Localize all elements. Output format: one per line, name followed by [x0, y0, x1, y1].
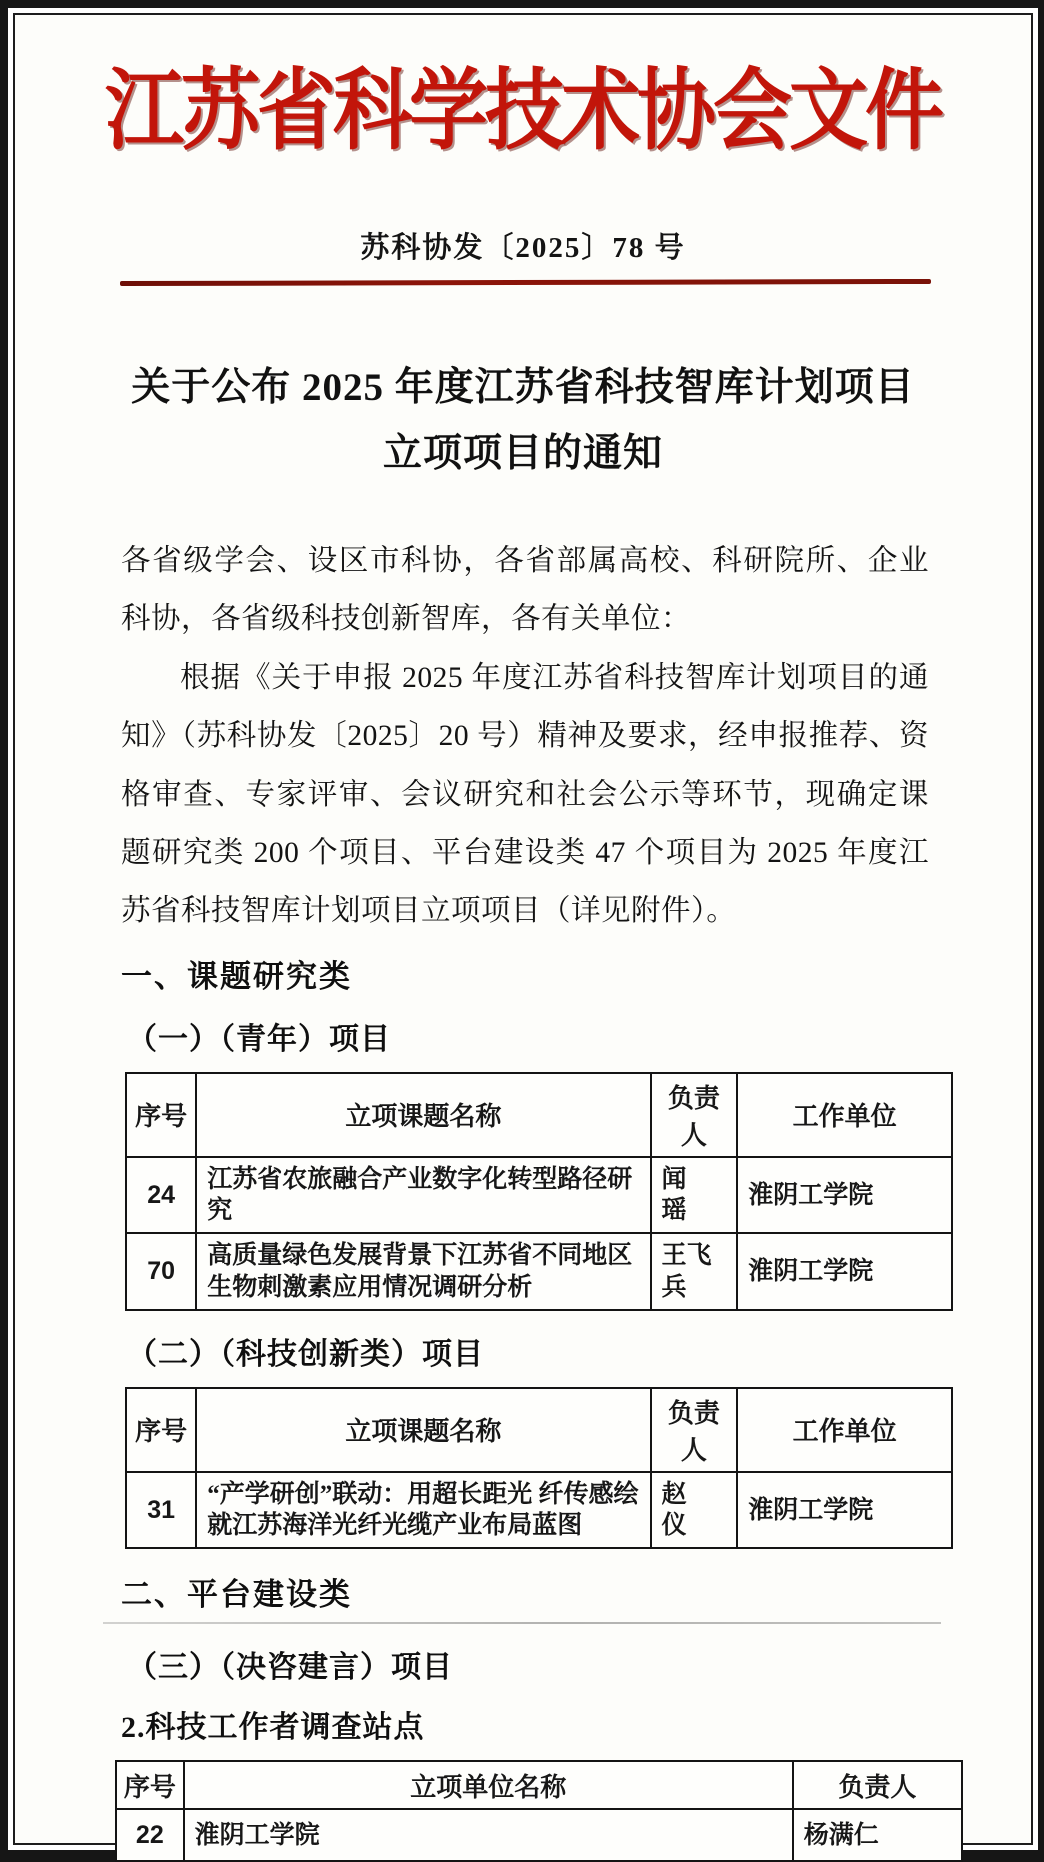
subsection-heading-sci-innovation: （二）（科技创新类）项目 — [127, 1337, 484, 1371]
table-header-row — [116, 1761, 962, 1809]
red-divider-rule — [120, 279, 931, 286]
table-cell: 高质量绿色发展背景下江苏省不同地区生物刺激素应用情况调研分析 — [196, 1233, 650, 1310]
table-header-cell: 负责人 — [793, 1761, 962, 1809]
document-title — [15, 355, 1031, 486]
section-heading-platform: 二、平台建设类 — [121, 1577, 352, 1613]
scanned-page-frame — [8, 8, 1038, 1850]
table-header-cell: 序号 — [126, 1388, 196, 1472]
youth-projects-table — [125, 1072, 953, 1311]
table-cell: 闻 瑶 — [651, 1157, 738, 1234]
sci-innovation-projects-table — [125, 1387, 953, 1550]
table-cell: 31 — [126, 1472, 196, 1549]
table-row — [126, 1472, 952, 1549]
body-paragraph: 根据《关于申报 2025 年度江苏省科技智库计划项目的通知》（苏科协发〔2025〕20 号）精神及要求，经申报推荐、资格审查、专家评审、会议研究和社会公示等环节，现确定课题研究类 200 个项目、平台建设类 47 个项目为 2025 年度江苏省科技智库计划项目立项项目（详见附件）。 — [121, 661, 929, 928]
table-cell: 赵 仪 — [651, 1472, 738, 1549]
table-header-cell: 工作单位 — [737, 1388, 952, 1472]
table-header-cell: 立项单位名称 — [184, 1761, 793, 1809]
document-masthead-title: 江苏省科学技术协会文件 — [105, 63, 941, 162]
section-heading-research: 一、课题研究类 — [121, 958, 352, 994]
table-cell: 24 — [126, 1157, 196, 1234]
table-row — [126, 1157, 952, 1234]
subsection-heading-advice: （三）（决咨建言）项目 — [127, 1651, 453, 1685]
document-number: 苏科协发〔2025〕78 号 — [360, 232, 686, 264]
table-cell: 22 — [116, 1809, 184, 1861]
table-header-row — [126, 1388, 952, 1472]
document-title-line2: 立项项目的通知 — [382, 431, 663, 475]
table-cell: 淮阴工学院 — [737, 1233, 952, 1310]
document-page — [13, 13, 1033, 1849]
table-header-cell: 负责人 — [651, 1388, 738, 1472]
table-header-cell: 工作单位 — [737, 1073, 952, 1157]
document-body — [121, 532, 929, 941]
salutation-paragraph: 各省级学会、设区市科协，各省部属高校、科研院所、企业科协，各省级科技创新智库，各有关单位： — [121, 545, 929, 636]
table-cell: 王飞兵 — [651, 1233, 738, 1310]
table-cell: “产学研创”联动：用超长距光 纤传感绘就江苏海洋光纤光缆产业布局蓝图 — [196, 1472, 650, 1549]
gray-divider-rule — [103, 1622, 941, 1624]
table-header-cell: 序号 — [116, 1761, 184, 1809]
table-header-cell: 立项课题名称 — [196, 1073, 650, 1157]
survey-sites-table — [115, 1760, 963, 1862]
table-cell: 淮阴工学院 — [737, 1157, 952, 1234]
table-cell: 淮阴工学院 — [184, 1809, 793, 1861]
subsection-heading-youth: （一）（青年）项目 — [127, 1022, 391, 1056]
table-row — [126, 1233, 952, 1310]
table-header-cell: 负责人 — [651, 1073, 738, 1157]
document-title-line1: 关于公布 2025 年度江苏省科技智库计划项目 — [131, 366, 915, 409]
subsection-heading-survey-sites: 2.科技工作者调查站点 — [121, 1711, 425, 1745]
table-row — [116, 1809, 962, 1861]
table-cell: 江苏省农旅融合产业数字化转型路径研究 — [196, 1157, 650, 1234]
table-header-cell: 序号 — [126, 1073, 196, 1157]
table-cell: 杨满仁 — [793, 1809, 962, 1861]
table-header-cell: 立项课题名称 — [196, 1388, 650, 1472]
table-cell: 70 — [126, 1233, 196, 1310]
table-header-row — [126, 1073, 952, 1157]
table-cell: 淮阴工学院 — [737, 1472, 952, 1549]
